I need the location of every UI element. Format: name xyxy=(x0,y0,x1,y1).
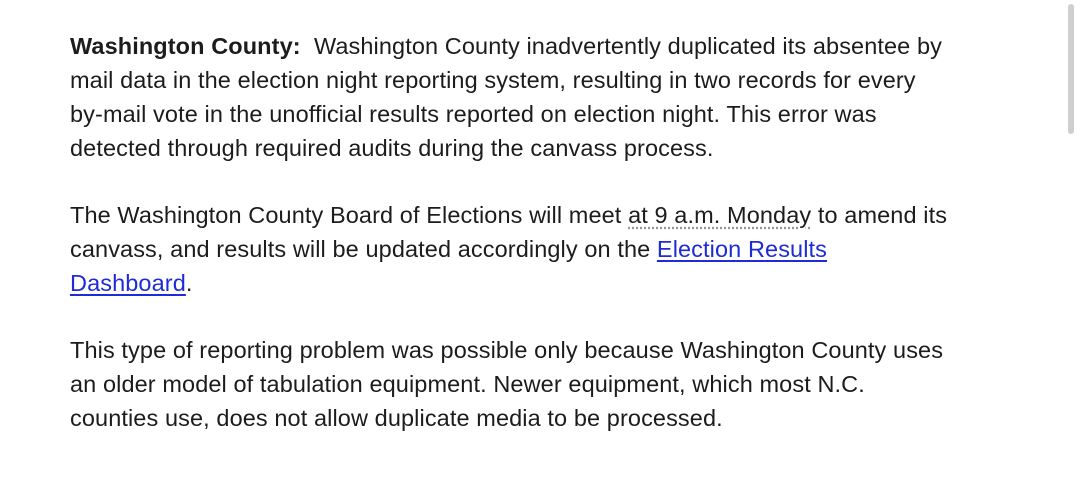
paragraph-2-text-middle: to amend its canvass, and results will be updated accordingly on the xyxy=(70,202,948,262)
paragraph-washington-county xyxy=(70,29,950,165)
notice-content xyxy=(70,29,950,435)
paragraph-board-meeting xyxy=(70,198,950,300)
paragraph-1-text: Washington County inadvertently duplicated its absentee by mail data in the election night reporting system, resulting in two records for every by-mail vote in the unofficial results reported on election night. This error was detected through required audits during the canvass process. xyxy=(70,33,942,161)
scrollbar-thumb[interactable] xyxy=(1068,4,1074,134)
county-label: Washington County: xyxy=(70,33,301,59)
vertical-scrollbar[interactable] xyxy=(1062,0,1080,496)
paragraph-reporting-problem xyxy=(70,333,950,435)
paragraph-2-text-after: . xyxy=(185,270,193,296)
meeting-time[interactable]: at 9 a.m. Monday xyxy=(628,202,812,228)
election-results-dashboard-link[interactable]: Election Results Dashboard xyxy=(70,236,828,296)
paragraph-2-text-before: The Washington County Board of Elections will meet xyxy=(70,202,629,228)
paragraph-3-text: This type of reporting problem was possible only because Washington County uses an older model of tabulation equipment. Newer equipment, which most N.C. counties use, does not allow duplicate media to be processed. xyxy=(70,337,944,431)
